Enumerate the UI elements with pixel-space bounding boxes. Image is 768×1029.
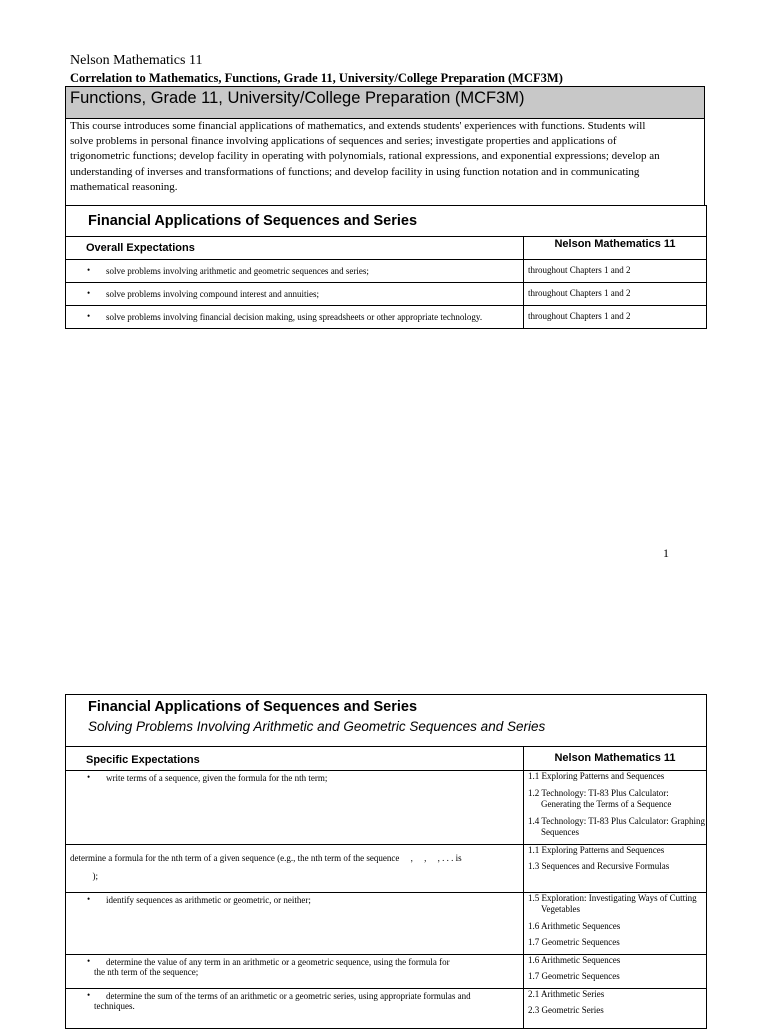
reference-cell: throughout Chapters 1 and 2 (524, 260, 707, 283)
specific-section-title: Financial Applications of Sequences and Series (88, 699, 418, 715)
bullet-icon: • (87, 989, 91, 1000)
reference-item: 2.1 Arithmetic Series (528, 988, 605, 999)
expectation-text: determine the sum of the terms of an arithmetic or a geometric series, using appropriate formulas and (106, 990, 471, 1001)
bullet-icon: • (87, 893, 91, 904)
reference-item: 1.7 Geometric Sequences (528, 937, 620, 947)
table-row (66, 954, 707, 988)
expectation-text-continued: ); (70, 870, 98, 881)
reference-cell (524, 844, 707, 892)
reference-cell: throughout Chapters 1 and 2 (524, 306, 707, 329)
expectation-text-continued: the nth term of the sequence; (94, 966, 199, 977)
reference-cell (524, 892, 707, 954)
table-row (66, 771, 707, 845)
specific-expectations-table (65, 694, 707, 1029)
overall-col-right-header: Nelson Mathematics 11 (524, 237, 707, 260)
reference-cell (524, 954, 707, 988)
expectation-text-continued: techniques. (94, 1000, 135, 1011)
reference-item: 1.5 Exploration: Investigating Ways of Cutting Vegetables (528, 892, 697, 914)
overall-section-title: Financial Applications of Sequences and Series (66, 206, 707, 237)
reference-item: 1.7 Geometric Sequences (528, 971, 620, 981)
document-subtitle: Correlation to Mathematics, Functions, Grade 11, University/College Preparation (MCF3M) (70, 71, 563, 85)
reference-cell (524, 988, 707, 1028)
table-row (66, 844, 707, 892)
overall-expectations-table (65, 205, 707, 329)
bullet-icon: • (87, 265, 91, 275)
reference-item: 1.3 Sequences and Recursive Formulas (528, 861, 670, 871)
specific-section-subtitle: Solving Problems Involving Arithmetic and Geometric Sequences and Series (88, 719, 546, 734)
table-row (66, 306, 707, 329)
bullet-icon: • (87, 311, 91, 321)
course-description (65, 118, 705, 206)
description-line: trigonometric functions; develop facility in operating with polynomials, rational expressions, and exponential expressions; develop an (70, 150, 660, 163)
reference-cell: throughout Chapters 1 and 2 (524, 283, 707, 306)
reference-item: 2.3 Geometric Series (528, 1005, 604, 1015)
overall-col-left-header: Overall Expectations (66, 237, 524, 260)
bullet-icon: • (87, 955, 91, 966)
specific-col-left-header: Specific Expectations (66, 747, 524, 771)
reference-item: 1.6 Arithmetic Sequences (528, 954, 621, 965)
expectation-text: solve problems involving compound interest and annuities; (106, 289, 319, 299)
expectation-text: solve problems involving financial decision making, using spreadsheets or other appropriate technology. (106, 312, 483, 322)
expectation-text: determine the value of any term in an arithmetic or a geometric sequence, using the formula for (106, 956, 450, 967)
course-heading: Functions, Grade 11, University/College Preparation (MCF3M) (65, 86, 705, 119)
expectation-text: identify sequences as arithmetic or geometric, or neither; (106, 894, 311, 905)
table-row (66, 892, 707, 954)
reference-item: 1.2 Technology: TI-83 Plus Calculator: Generating the Terms of a Sequence (528, 787, 672, 809)
reference-cell (524, 771, 707, 845)
reference-item: 1.6 Arithmetic Sequences (528, 920, 621, 931)
bullet-icon: • (87, 288, 91, 298)
expectation-text: write terms of a sequence, given the formula for the nth term; (106, 773, 328, 783)
expectation-text: solve problems involving arithmetic and geometric sequences and series; (106, 266, 369, 276)
specific-section-header (66, 695, 707, 747)
description-line: solve problems in personal finance involving applications of sequences and series; investigate properties and applications of (70, 135, 617, 148)
reference-item: 1.4 Technology: TI-83 Plus Calculator: Graphing Sequences (528, 815, 706, 837)
page-number: 1 (663, 546, 669, 560)
table-row (66, 260, 707, 283)
document-title: Nelson Mathematics 11 (70, 53, 203, 68)
description-line: understanding of inverses and transformations of functions; and develop facility in using function notation and in communicating (70, 165, 640, 178)
table-row (66, 283, 707, 306)
specific-col-right-header: Nelson Mathematics 11 (524, 747, 707, 771)
reference-item: 1.1 Exploring Patterns and Sequences (528, 844, 665, 855)
bullet-icon: • (87, 772, 91, 782)
reference-item: 1.1 Exploring Patterns and Sequences (528, 771, 665, 781)
table-row (66, 988, 707, 1028)
description-line: This course introduces some financial applications of mathematics, and extends students' experiences with functions. Students will (70, 120, 646, 132)
description-line: mathematical reasoning. (70, 180, 178, 193)
expectation-text: determine a formula for the nth term of a given sequence (e.g., the nth term of the sequence , , , . . . is (70, 852, 462, 863)
